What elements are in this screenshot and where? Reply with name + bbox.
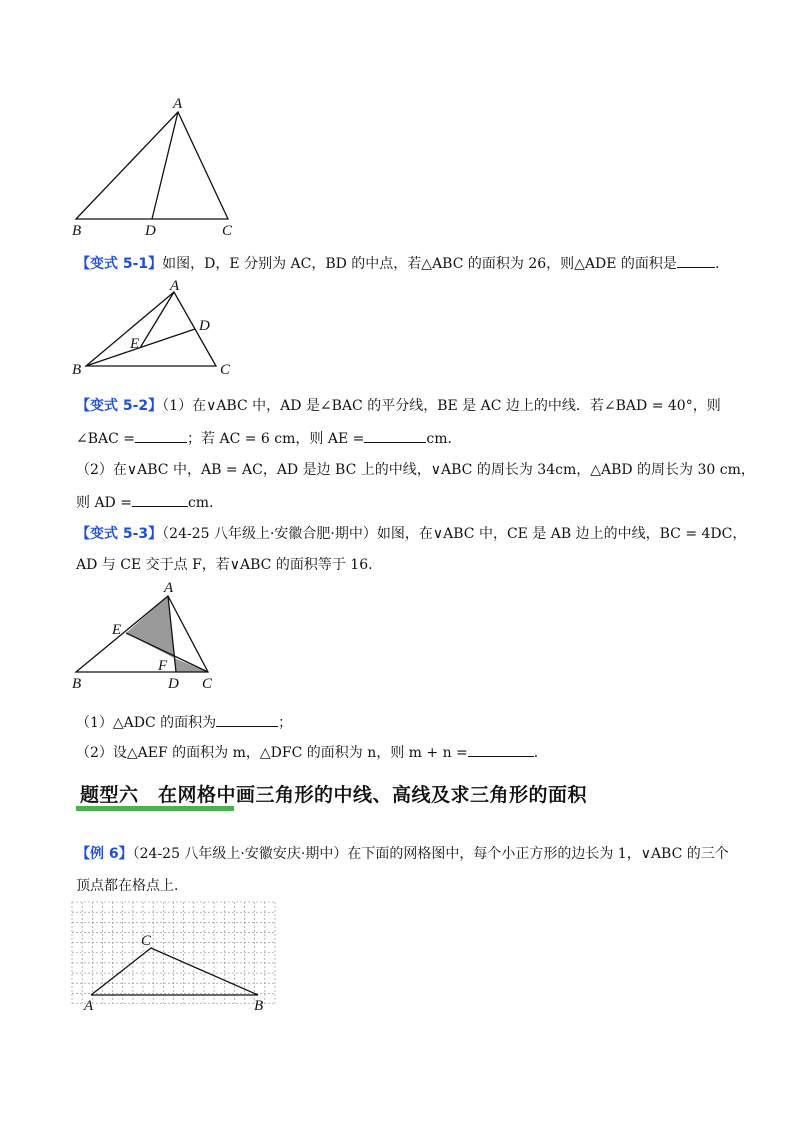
label-b: B bbox=[254, 998, 264, 1014]
q2-end: . bbox=[533, 745, 539, 761]
v51-text: 如图，D，E 分别为 AC，BD 的中点，若△ABC 的面积为 26，则△ADE 的面积是 bbox=[162, 256, 677, 272]
ex6-line1 bbox=[76, 844, 729, 864]
v52-line4 bbox=[76, 492, 223, 513]
v51-line bbox=[76, 253, 719, 274]
segment-ad bbox=[152, 112, 178, 219]
q1-line bbox=[76, 712, 292, 733]
q2-text: （2）设△AEF 的面积为 m，△DFC 的面积为 n，则 m + n = bbox=[76, 745, 468, 761]
v52-p2-line2a: 则 AD = bbox=[76, 495, 132, 511]
label-d: D bbox=[145, 223, 156, 239]
label-e: E bbox=[130, 336, 140, 352]
v52-ad-blank[interactable] bbox=[132, 492, 188, 507]
label-c: C bbox=[202, 676, 213, 692]
v52-p2-line1: （2）在∨ABC 中，AB = AC，AD 是边 BC 上的中线，∨ABC 的周长为 34cm，△ABD 的周长为 30 cm， bbox=[76, 462, 755, 478]
ex6-line1-text: （24-25 八年级上·安徽安庆·期中）在下面的网格图中，每个小正方形的边长为 1，∨ABC 的三个 bbox=[132, 846, 729, 862]
grid-lines bbox=[72, 902, 275, 1004]
label-b: B bbox=[72, 362, 82, 378]
ex6-tag: 【例 6】 bbox=[76, 846, 133, 862]
label-d: D bbox=[199, 318, 210, 334]
v52-p1-line2a: ∠BAC = bbox=[76, 431, 136, 447]
v52-p1-line2c: cm． bbox=[426, 431, 462, 447]
q2-answer-blank[interactable] bbox=[468, 742, 534, 757]
figure-triangle-abc-median bbox=[60, 92, 260, 242]
v51-answer-blank[interactable] bbox=[677, 253, 715, 268]
section-title: 题型六 在网格中画三角形的中线、高线及求三角形的面积 bbox=[80, 784, 588, 806]
triangle-abc-grid bbox=[91, 948, 258, 995]
v52-line2 bbox=[76, 428, 462, 449]
label-d: D bbox=[168, 676, 179, 692]
v51-end: . bbox=[714, 256, 720, 272]
v53-tag: 【变式 5-3】 bbox=[76, 526, 163, 542]
label-a: A bbox=[164, 580, 174, 596]
label-c: C bbox=[141, 933, 152, 949]
v52-angle-blank[interactable] bbox=[135, 428, 187, 443]
figure-triangle-ade bbox=[60, 278, 260, 380]
q1-answer-blank[interactable] bbox=[216, 712, 278, 727]
label-c: C bbox=[220, 362, 231, 378]
v52-line3 bbox=[76, 460, 755, 480]
v51-tag: 【变式 5-1】 bbox=[76, 256, 163, 272]
grid-figure bbox=[66, 896, 282, 1016]
q2-line bbox=[76, 742, 538, 763]
v52-ae-blank[interactable] bbox=[364, 428, 426, 443]
label-f: F bbox=[158, 658, 168, 674]
triangle-abc bbox=[76, 112, 228, 219]
ex6-line2 bbox=[76, 876, 188, 896]
v52-line1 bbox=[76, 396, 721, 416]
shaded-triangle-aef bbox=[126, 596, 174, 658]
label-b: B bbox=[72, 223, 82, 239]
q1-end: ； bbox=[278, 715, 293, 731]
v53-line2 bbox=[76, 555, 373, 575]
v52-tag: 【变式 5-2】 bbox=[76, 398, 163, 414]
label-a: A bbox=[173, 96, 183, 112]
v52-p1-line2b: ；若 AC = 6 cm，则 AE = bbox=[187, 431, 365, 447]
v53-line1 bbox=[76, 524, 746, 544]
v52-p1-line1: （1）在∨ABC 中，AD 是∠BAC 的平分线，BE 是 AC 边上的中线．若∠BAD = 40°，则 bbox=[162, 398, 721, 414]
label-a: A bbox=[170, 278, 180, 294]
segment-ae bbox=[140, 292, 174, 348]
label-a: A bbox=[84, 998, 94, 1014]
q1-text: （1）△ADC 的面积为 bbox=[76, 715, 217, 731]
ex6-line2-text: 顶点都在格点上． bbox=[76, 878, 188, 894]
label-e: E bbox=[112, 622, 122, 638]
label-c: C bbox=[222, 223, 233, 239]
label-b: B bbox=[72, 676, 82, 692]
v52-p2-line2b: cm． bbox=[187, 495, 224, 511]
v53-line2-text: AD 与 CE 交于点 F，若∨ABC 的面积等于 16. bbox=[76, 557, 373, 573]
v53-line1-text: （24-25 八年级上·安徽合肥·期中）如图，在∨ABC 中，CE 是 AB 边上的中线，BC = 4DC， bbox=[162, 526, 747, 542]
figure-shaded-triangles bbox=[60, 578, 260, 696]
